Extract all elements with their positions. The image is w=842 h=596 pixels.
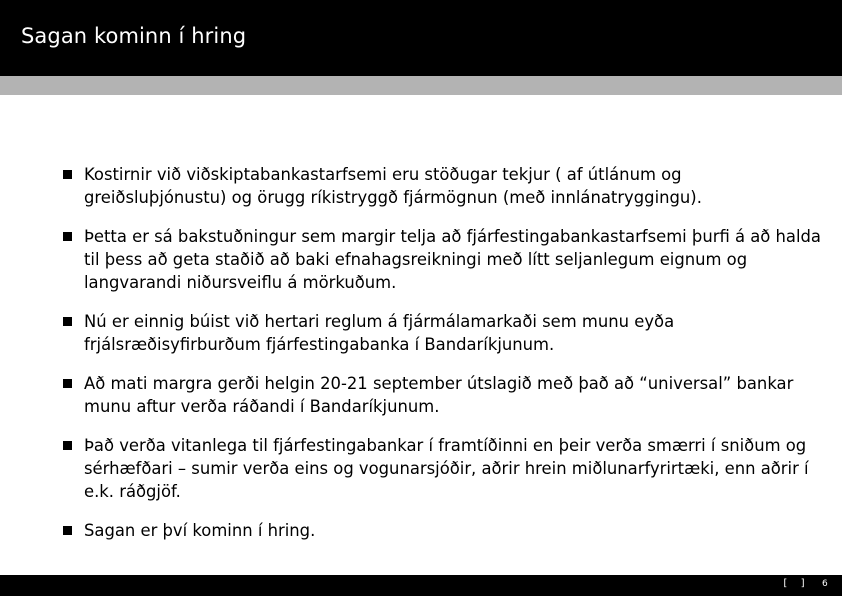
slide-title: Sagan kominn í hring [21,24,247,48]
square-bullet-icon [63,379,72,388]
bullet-text: Að mati margra gerði helgin 20-21 september útslagið með það að “universal” bankar munu aftur verða ráðandi í Bandaríkjunum. [84,374,794,416]
footer-bar [0,575,842,596]
bullet-text: Sagan er því kominn í hring. [84,521,316,540]
square-bullet-icon [63,170,72,179]
bullet-text: Þetta er sá bakstuðningur sem margir telja að fjárfestingabankastarfsemi þurfi á að halda til þess að geta staðið að baki efnahagsreikningi með lítt seljanlegum eignum og langvarandi niðursveiflu á mörkuðum. [84,227,821,292]
bullet-item [63,310,823,356]
page-number: 6 [822,579,828,589]
bullet-item [63,372,823,418]
bullet-text: Það verða vitanlega til fjárfestingabankar í framtíðinni en þeir verða smærri í sniðum og sérhæfðari – sumir verða eins og vogunarsjóðir, aðrir hrein miðlunarfyrirtæki, enn aðrir í e.k. ráðgjöf. [84,436,809,501]
bullet-item [63,519,823,542]
bullet-list [63,163,823,558]
bullet-text: Nú er einnig búist við hertari reglum á fjármálamarkaði sem munu eyða frjálsræðisyfirburðum fjárfestingabanka í Bandaríkjunum. [84,312,675,354]
title-underline-band [0,76,842,95]
square-bullet-icon [63,232,72,241]
square-bullet-icon [63,317,72,326]
bullet-item [63,225,823,294]
bullet-item [63,434,823,503]
square-bullet-icon [63,441,72,450]
footer-brackets: [ ] [782,578,807,589]
bullet-item [63,163,823,209]
bullet-text: Kostirnir við viðskiptabankastarfsemi eru stöðugar tekjur ( af útlánum og greiðsluþjónustu) og örugg ríkistryggð fjármögnun (með innlánatryggingu). [84,165,702,207]
square-bullet-icon [63,526,72,535]
